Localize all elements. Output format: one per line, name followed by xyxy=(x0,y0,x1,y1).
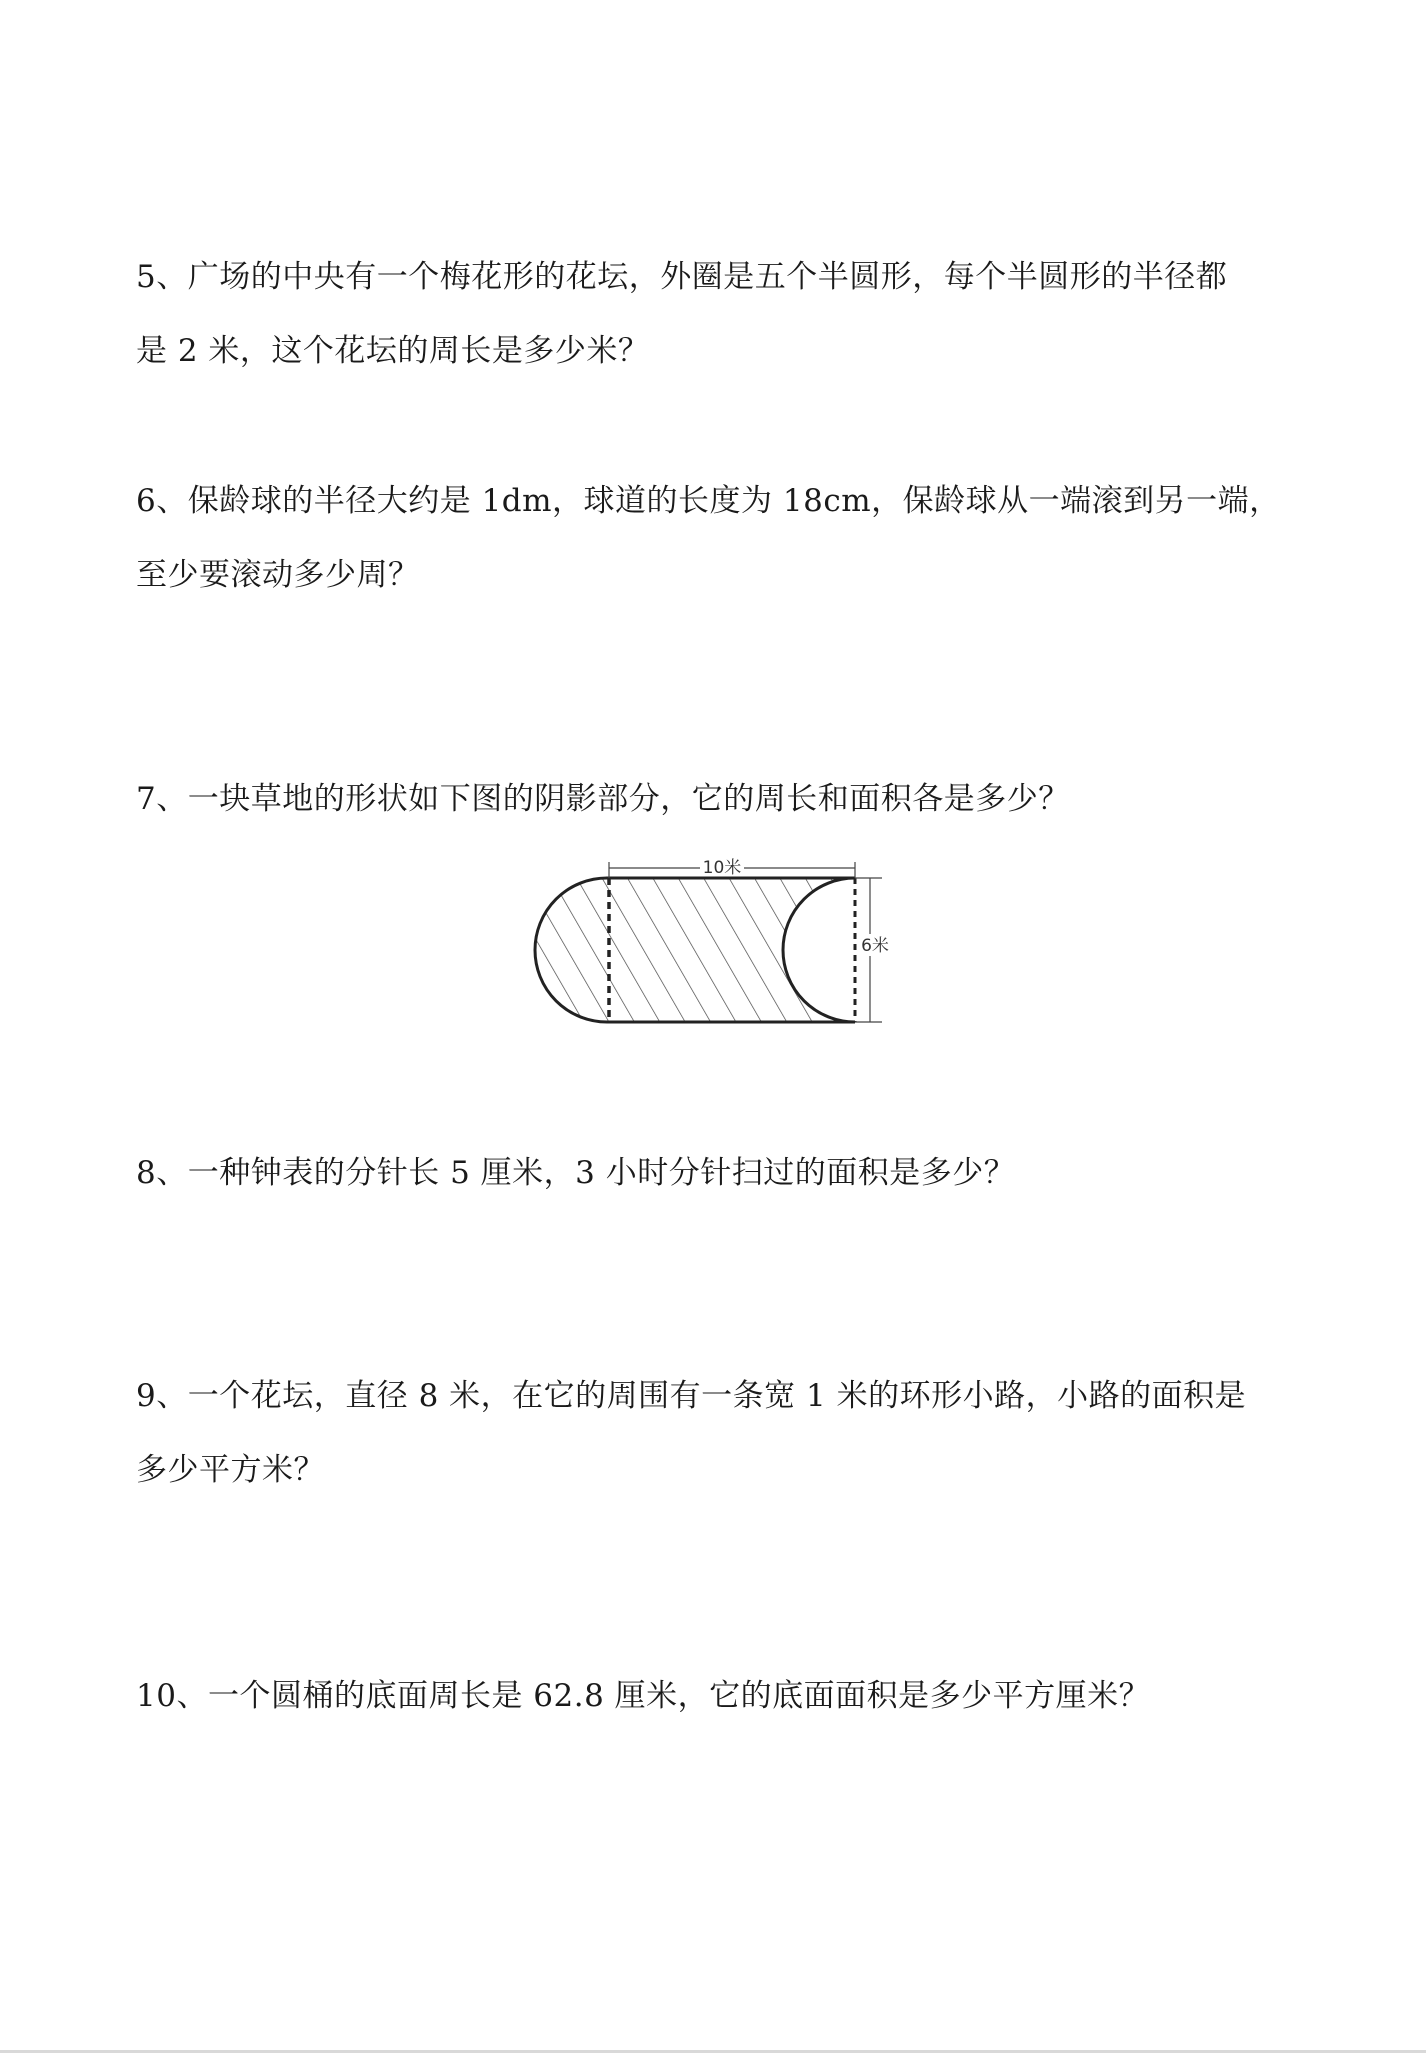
question-9-line-2: 多少平方米？ xyxy=(136,1452,325,1488)
question-8-line-1: 8、一种钟表的分针长 5 厘米，3 小时分针扫过的面积是多少？ xyxy=(136,1155,1016,1191)
question-5-line-1: 5、广场的中央有一个梅花形的花坛，外圈是五个半圆形，每个半圆形的半径都 xyxy=(136,259,1228,295)
lawn-shape-figure xyxy=(530,842,900,1032)
question-6-line-2: 至少要滚动多少周？ xyxy=(136,557,420,593)
height-label: 6米 xyxy=(861,936,889,956)
question-7-line-1: 7、一块草地的形状如下图的阴影部分，它的周长和面积各是多少？ xyxy=(136,781,1070,817)
page-bottom-rule xyxy=(0,2050,1426,2053)
question-5-line-2: 是 2 米，这个花坛的周长是多少米？ xyxy=(136,333,650,369)
question-10-line-1: 10、一个圆桶的底面周长是 62.8 厘米，它的底面面积是多少平方厘米？ xyxy=(136,1678,1151,1714)
question-6-line-1: 6、保龄球的半径大约是 1dm，球道的长度为 18cm，保龄球从一端滚到另一端， xyxy=(136,483,1281,519)
question-9-line-1: 9、一个花坛，直径 8 米，在它的周围有一条宽 1 米的环形小路，小路的面积是 xyxy=(136,1378,1247,1414)
width-label: 10米 xyxy=(702,858,742,878)
lawn-shape-diagram xyxy=(530,842,900,1032)
